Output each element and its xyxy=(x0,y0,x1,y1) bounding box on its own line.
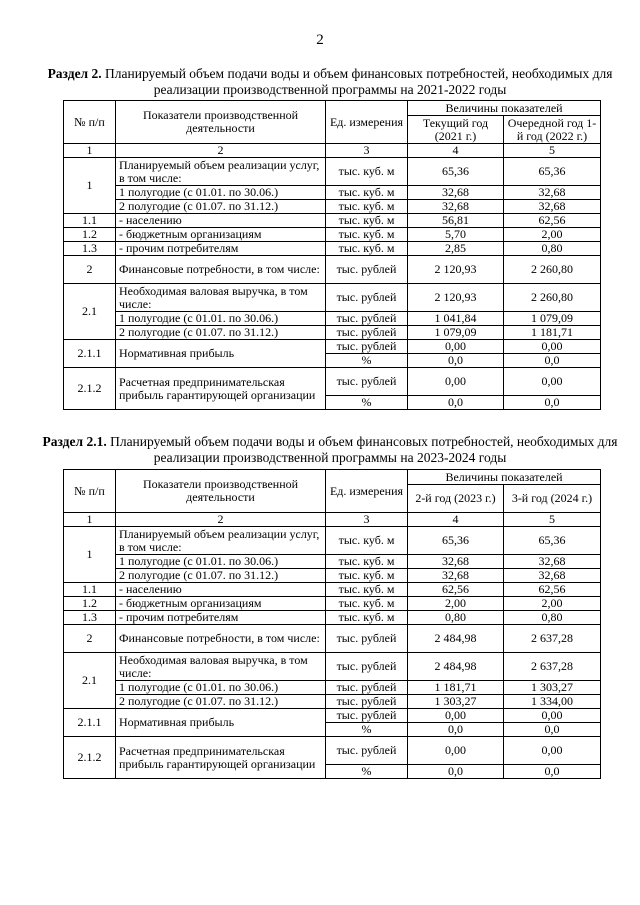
row-indicator: 2 полугодие (с 01.07. по 31.12.) xyxy=(116,569,326,583)
header-indicator: Показатели производственной деятельности xyxy=(116,101,326,144)
row-unit: % xyxy=(326,354,408,368)
row-number: 2.1.2 xyxy=(64,737,116,779)
row-value: 0,00 xyxy=(504,368,601,396)
header-year-next: Очередной год 1-й год (2022 г.) xyxy=(504,116,601,144)
row-value: 56,81 xyxy=(408,214,504,228)
section-number: Раздел 2.1. xyxy=(42,434,107,449)
table-row xyxy=(64,583,601,597)
row-value: 0,00 xyxy=(504,737,601,765)
row-indicator: - бюджетным организациям xyxy=(116,597,326,611)
row-unit: % xyxy=(326,723,408,737)
row-number: 1.3 xyxy=(64,242,116,256)
row-value: 32,68 xyxy=(504,569,601,583)
section-title-text: Планируемый объем подачи воды и объем финансовых потребностей, необходимых для реализации производственной программы на 2023-2024 годы xyxy=(106,434,618,465)
row-unit: тыс. куб. м xyxy=(326,186,408,200)
row-indicator: 1 полугодие (с 01.01. по 30.06.) xyxy=(116,312,326,326)
row-value: 2,00 xyxy=(408,597,504,611)
row-value: 0,0 xyxy=(408,396,504,410)
row-indicator: 1 полугодие (с 01.01. по 30.06.) xyxy=(116,681,326,695)
row-indicator: Нормативная прибыль xyxy=(116,340,326,368)
row-value: 0,00 xyxy=(504,340,601,354)
row-value: 0,80 xyxy=(408,611,504,625)
row-value: 0,0 xyxy=(504,396,601,410)
row-value: 0,80 xyxy=(504,242,601,256)
column-number: 4 xyxy=(408,144,504,158)
row-number: 2.1 xyxy=(64,284,116,340)
row-value: 32,68 xyxy=(408,555,504,569)
section-number: Раздел 2. xyxy=(47,66,102,81)
column-number: 1 xyxy=(64,144,116,158)
indicators-table xyxy=(63,469,601,779)
table-row xyxy=(64,256,601,284)
row-value: 32,68 xyxy=(504,186,601,200)
table-row xyxy=(64,186,601,200)
row-value: 62,56 xyxy=(504,214,601,228)
row-unit: тыс. куб. м xyxy=(326,158,408,186)
header-indicator: Показатели производственной деятельности xyxy=(116,470,326,513)
row-number: 1.2 xyxy=(64,228,116,242)
row-value: 0,0 xyxy=(408,765,504,779)
row-unit: тыс. куб. м xyxy=(326,200,408,214)
row-unit: тыс. рублей xyxy=(326,737,408,765)
row-value: 32,68 xyxy=(504,555,601,569)
row-indicator: Расчетная предпринимательская прибыль гарантирующей организации xyxy=(116,737,326,779)
row-value: 2 637,28 xyxy=(504,625,601,653)
row-number: 1.3 xyxy=(64,611,116,625)
header-values-group: Величины показателей xyxy=(408,470,601,485)
row-value: 1 079,09 xyxy=(504,312,601,326)
row-value: 65,36 xyxy=(408,527,504,555)
table-row xyxy=(64,653,601,681)
row-indicator: - населению xyxy=(116,214,326,228)
column-number: 2 xyxy=(116,513,326,527)
row-unit: тыс. рублей xyxy=(326,256,408,284)
row-unit: тыс. рублей xyxy=(326,340,408,354)
row-unit: тыс. рублей xyxy=(326,625,408,653)
row-indicator: 1 полугодие (с 01.01. по 30.06.) xyxy=(116,186,326,200)
header-unit: Ед. измерения xyxy=(326,470,408,513)
row-unit: тыс. рублей xyxy=(326,695,408,709)
header-number: № п/п xyxy=(64,101,116,144)
row-value: 0,0 xyxy=(504,723,601,737)
row-unit: % xyxy=(326,765,408,779)
row-unit: тыс. куб. м xyxy=(326,583,408,597)
row-value: 2 484,98 xyxy=(408,625,504,653)
page-number: 2 xyxy=(316,32,324,48)
header-unit: Ед. измерения xyxy=(326,101,408,144)
header-values-group: Величины показателей xyxy=(408,101,601,116)
row-value: 65,36 xyxy=(504,158,601,186)
table-row xyxy=(64,284,601,312)
row-unit: тыс. рублей xyxy=(326,709,408,723)
row-value: 0,00 xyxy=(408,368,504,396)
row-number: 2.1.1 xyxy=(64,709,116,737)
table-row xyxy=(64,368,601,396)
header-year-current: Текущий год (2021 г.) xyxy=(408,116,504,144)
column-number: 1 xyxy=(64,513,116,527)
row-indicator: Планируемый объем реализации услуг, в том числе: xyxy=(116,527,326,555)
row-value: 2 260,80 xyxy=(504,284,601,312)
row-value: 0,0 xyxy=(504,354,601,368)
column-number: 2 xyxy=(116,144,326,158)
row-number: 2 xyxy=(64,625,116,653)
row-value: 0,80 xyxy=(504,611,601,625)
row-value: 62,56 xyxy=(408,583,504,597)
table-row xyxy=(64,326,601,340)
table-row xyxy=(64,158,601,186)
row-indicator: 2 полугодие (с 01.07. по 31.12.) xyxy=(116,695,326,709)
table-row xyxy=(64,569,601,583)
table-row xyxy=(64,214,601,228)
table-row xyxy=(64,709,601,723)
row-value: 0,00 xyxy=(408,340,504,354)
table-row xyxy=(64,695,601,709)
row-unit: тыс. куб. м xyxy=(326,597,408,611)
row-value: 1 334,00 xyxy=(504,695,601,709)
table-row xyxy=(64,312,601,326)
header-year-3: 3-й год (2024 г.) xyxy=(504,485,601,513)
row-indicator: Необходимая валовая выручка, в том числе: xyxy=(116,284,326,312)
row-number: 2 xyxy=(64,256,116,284)
row-number: 1.1 xyxy=(64,583,116,597)
row-value: 2 484,98 xyxy=(408,653,504,681)
row-unit: тыс. рублей xyxy=(326,312,408,326)
row-value: 32,68 xyxy=(408,569,504,583)
row-value: 1 041,84 xyxy=(408,312,504,326)
column-number: 3 xyxy=(326,144,408,158)
row-unit: тыс. куб. м xyxy=(326,242,408,256)
column-number: 4 xyxy=(408,513,504,527)
row-value: 32,68 xyxy=(408,200,504,214)
row-indicator: - прочим потребителям xyxy=(116,611,326,625)
row-unit: тыс. куб. м xyxy=(326,228,408,242)
row-value: 0,00 xyxy=(408,709,504,723)
row-number: 1.1 xyxy=(64,214,116,228)
section-title-text: Планируемый объем подачи воды и объем финансовых потребностей, необходимых для реализации производственной программы на 2021-2022 годы xyxy=(101,66,613,97)
row-unit: тыс. рублей xyxy=(326,681,408,695)
row-unit: тыс. рублей xyxy=(326,653,408,681)
row-value: 2 120,93 xyxy=(408,284,504,312)
row-value: 1 181,71 xyxy=(408,681,504,695)
row-value: 0,00 xyxy=(408,737,504,765)
row-value: 0,0 xyxy=(408,723,504,737)
row-unit: тыс. рублей xyxy=(326,368,408,396)
section-title xyxy=(40,434,620,466)
row-indicator: 2 полугодие (с 01.07. по 31.12.) xyxy=(116,326,326,340)
row-value: 32,68 xyxy=(408,186,504,200)
table-row xyxy=(64,527,601,555)
row-number: 1 xyxy=(64,158,116,214)
row-value: 1 079,09 xyxy=(408,326,504,340)
row-number: 2.1.1 xyxy=(64,340,116,368)
row-unit: тыс. рублей xyxy=(326,284,408,312)
row-indicator: 1 полугодие (с 01.01. по 30.06.) xyxy=(116,555,326,569)
row-value: 2,00 xyxy=(504,228,601,242)
row-value: 1 303,27 xyxy=(504,681,601,695)
row-indicator: Нормативная прибыль xyxy=(116,709,326,737)
row-value: 2,85 xyxy=(408,242,504,256)
row-value: 0,0 xyxy=(504,765,601,779)
row-number: 2.1 xyxy=(64,653,116,709)
header-year-2: 2-й год (2023 г.) xyxy=(408,485,504,513)
table-row xyxy=(64,228,601,242)
row-unit: тыс. куб. м xyxy=(326,214,408,228)
row-value: 1 181,71 xyxy=(504,326,601,340)
table-row xyxy=(64,737,601,765)
row-value: 32,68 xyxy=(504,200,601,214)
row-value: 2,00 xyxy=(504,597,601,611)
indicators-table xyxy=(63,100,601,410)
row-indicator: - бюджетным организациям xyxy=(116,228,326,242)
row-indicator: - населению xyxy=(116,583,326,597)
row-value: 5,70 xyxy=(408,228,504,242)
row-value: 2 260,80 xyxy=(504,256,601,284)
row-indicator: 2 полугодие (с 01.07. по 31.12.) xyxy=(116,200,326,214)
table-row xyxy=(64,555,601,569)
row-value: 0,00 xyxy=(504,709,601,723)
column-number: 5 xyxy=(504,144,601,158)
row-value: 2 120,93 xyxy=(408,256,504,284)
row-unit: тыс. куб. м xyxy=(326,569,408,583)
row-indicator: Планируемый объем реализации услуг, в том числе: xyxy=(116,158,326,186)
row-number: 1.2 xyxy=(64,597,116,611)
row-unit: тыс. куб. м xyxy=(326,527,408,555)
row-indicator: Финансовые потребности, в том числе: xyxy=(116,625,326,653)
row-value: 1 303,27 xyxy=(408,695,504,709)
row-number: 2.1.2 xyxy=(64,368,116,410)
column-number: 3 xyxy=(326,513,408,527)
table-row xyxy=(64,611,601,625)
table-row xyxy=(64,597,601,611)
table-row xyxy=(64,625,601,653)
row-value: 2 637,28 xyxy=(504,653,601,681)
row-value: 0,0 xyxy=(408,354,504,368)
header-number: № п/п xyxy=(64,470,116,513)
section-title xyxy=(40,66,620,98)
row-value: 65,36 xyxy=(408,158,504,186)
row-indicator: Необходимая валовая выручка, в том числе: xyxy=(116,653,326,681)
row-value: 62,56 xyxy=(504,583,601,597)
row-indicator: Расчетная предпринимательская прибыль гарантирующей организации xyxy=(116,368,326,410)
row-indicator: Финансовые потребности, в том числе: xyxy=(116,256,326,284)
column-number: 5 xyxy=(504,513,601,527)
row-unit: тыс. куб. м xyxy=(326,611,408,625)
row-unit: тыс. куб. м xyxy=(326,555,408,569)
table-row xyxy=(64,681,601,695)
row-value: 65,36 xyxy=(504,527,601,555)
row-number: 1 xyxy=(64,527,116,583)
table-row xyxy=(64,242,601,256)
table-row xyxy=(64,200,601,214)
row-unit: тыс. рублей xyxy=(326,326,408,340)
row-unit: % xyxy=(326,396,408,410)
row-indicator: - прочим потребителям xyxy=(116,242,326,256)
table-row xyxy=(64,340,601,354)
